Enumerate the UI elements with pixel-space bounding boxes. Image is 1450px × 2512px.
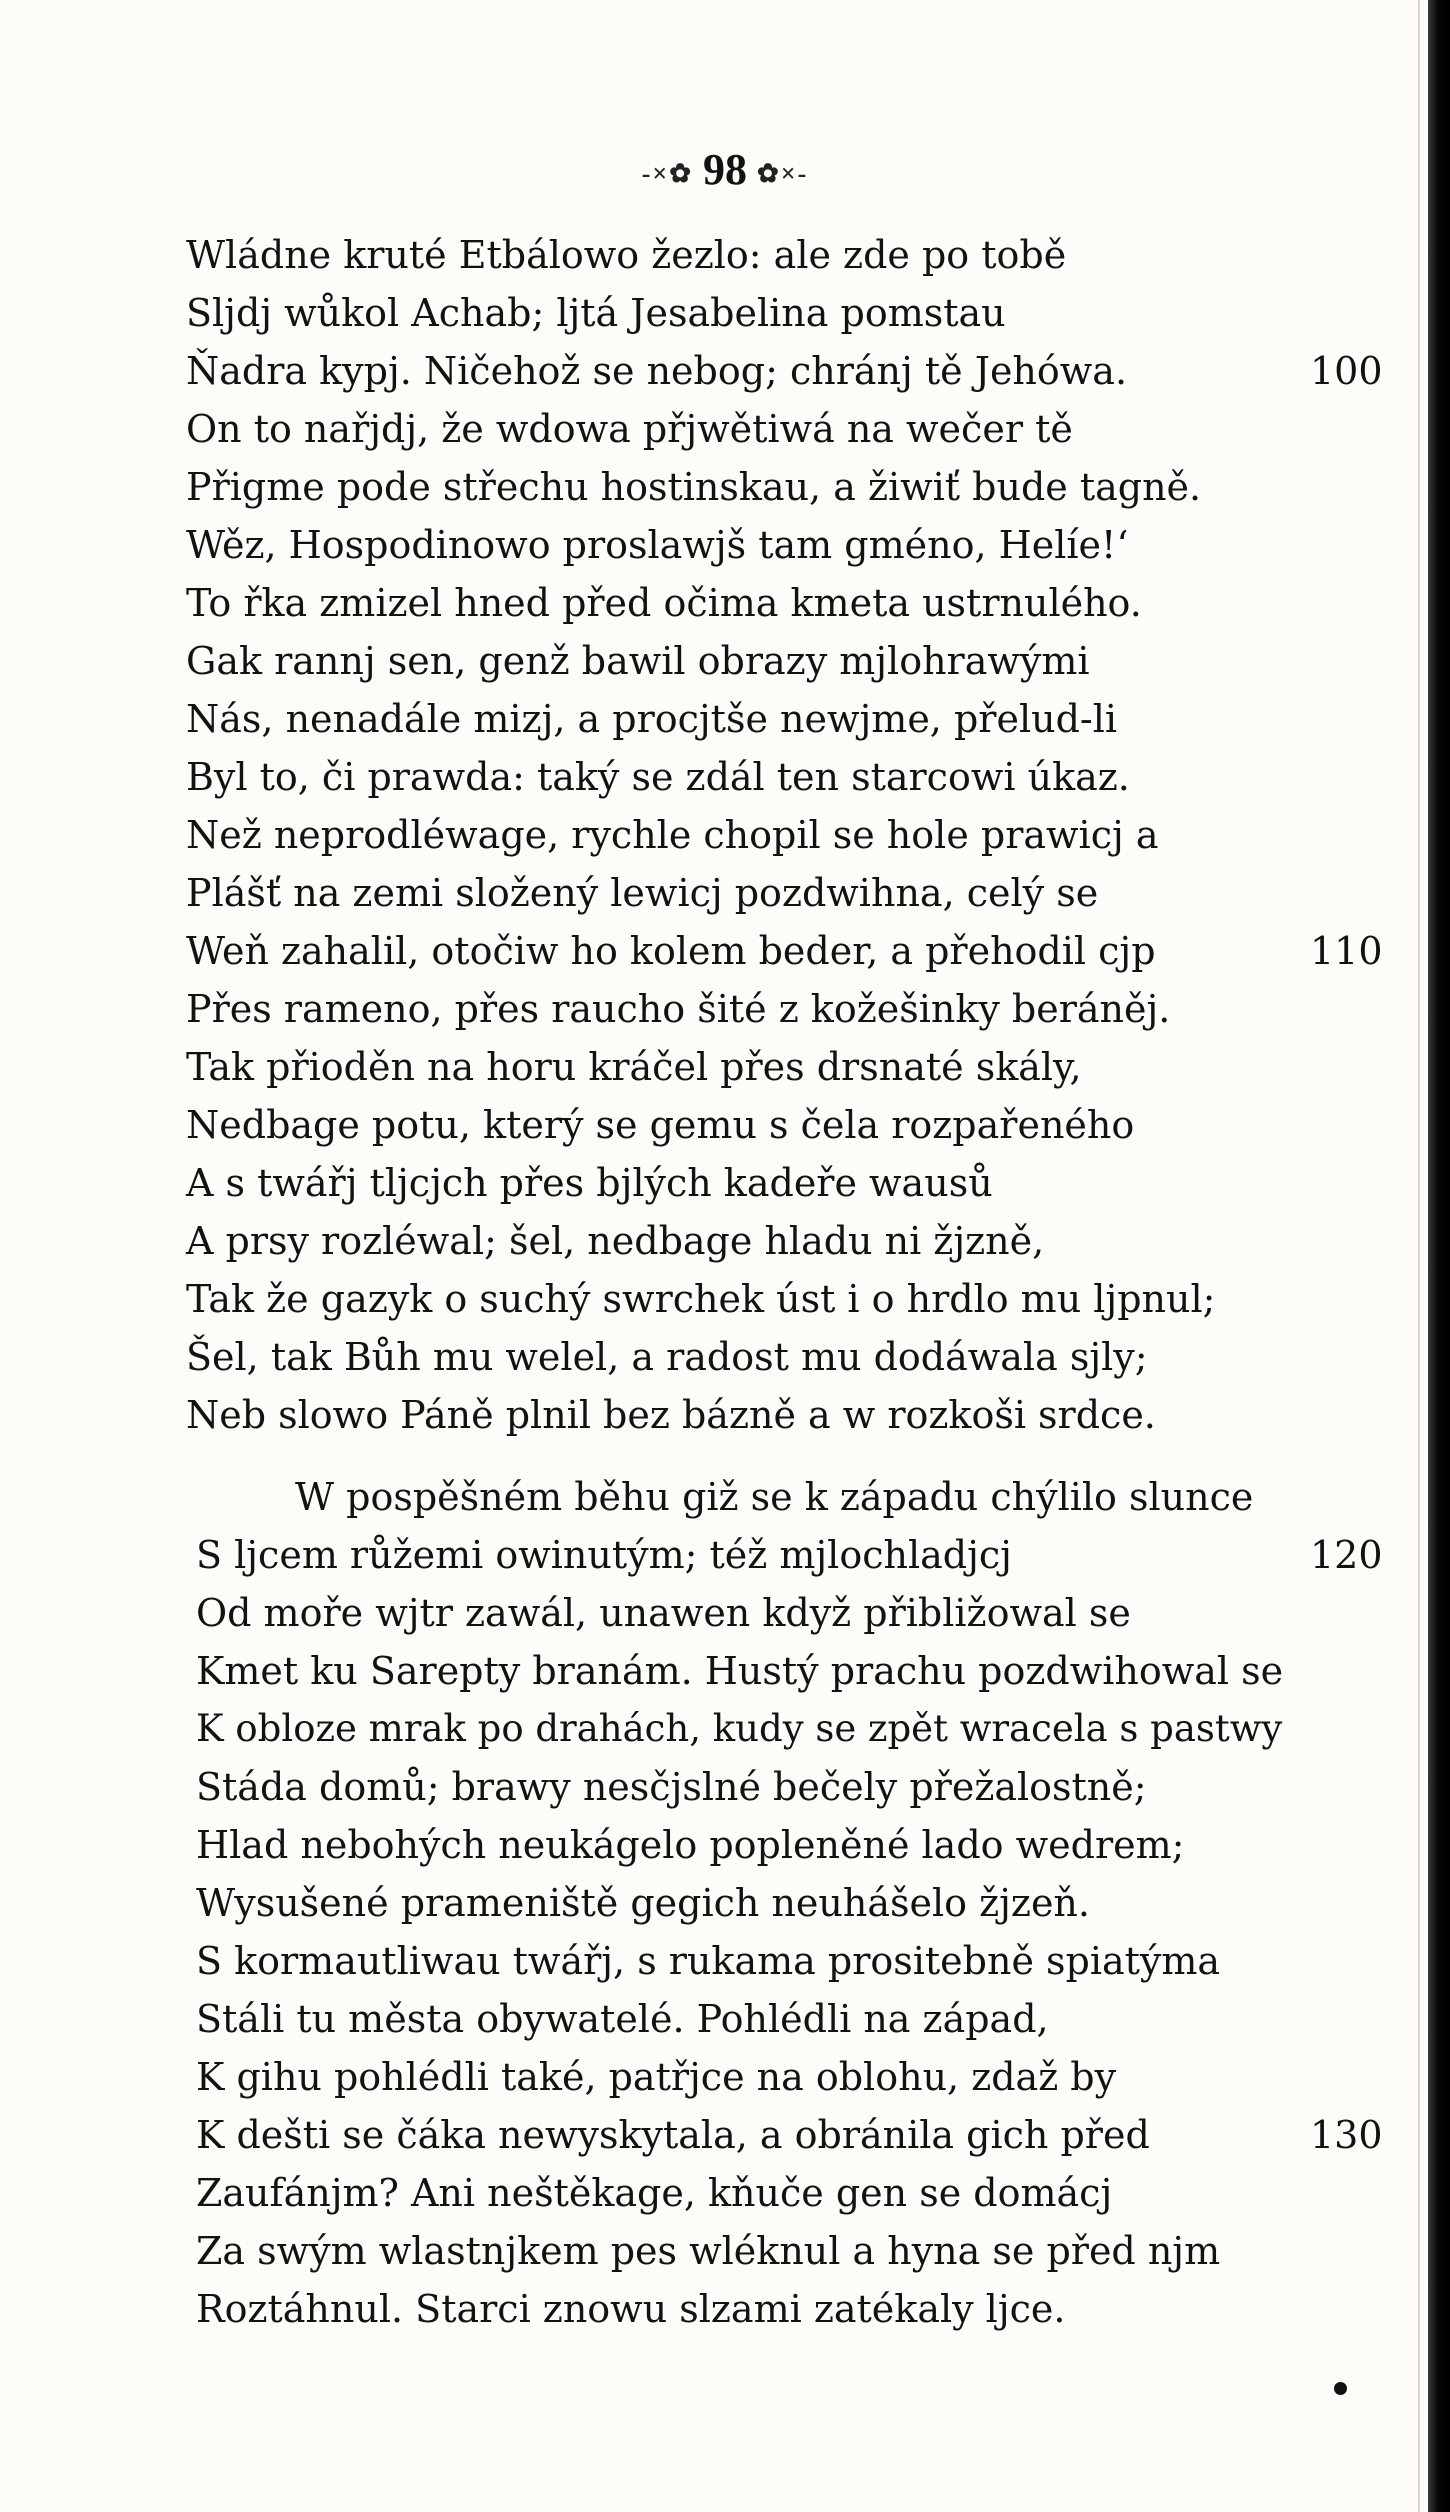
verse-text: To řka zmizel hned před očima kmeta ustrnulého. [186, 581, 1142, 625]
verse-text: Stáli tu města obywatelé. Pohlédli na západ, [196, 1997, 1049, 2041]
verse-line [0, 1874, 1450, 1932]
verse-text: Weň zahalil, otočiw ho kolem beder, a přehodil cjp [186, 929, 1156, 973]
verse-line [0, 1990, 1450, 2048]
verse-text: Přes rameno, přes raucho šité z kožešinky beráněj. [186, 987, 1171, 1031]
verse-line [0, 2048, 1450, 2106]
verse-text: S ljcem růžemi owinutým; též mjlochladjcj [196, 1533, 1012, 1577]
verse-line [0, 1212, 1450, 1270]
verse-text: K gihu pohlédli také, patřjce na oblohu, zdaž by [196, 2055, 1117, 2099]
verse-line [0, 1932, 1450, 1990]
verse-line [0, 1584, 1450, 1642]
verse-line [0, 2222, 1450, 2280]
verse-line [0, 1758, 1450, 1816]
verse-line [0, 690, 1450, 748]
verse-line [0, 1700, 1450, 1758]
verse-line [0, 1154, 1450, 1212]
verse-line [0, 1038, 1450, 1096]
verse-line [0, 1816, 1450, 1874]
verse-line [0, 1468, 1450, 1526]
verse-line [0, 1386, 1450, 1444]
verse-line [0, 748, 1450, 806]
verse-line [0, 1642, 1450, 1700]
verse-text: Hlad nebohých neukágelo popleněné lado wedrem; [196, 1823, 1185, 1867]
verse-text: Gak rannj sen, genž bawil obrazy mjlohrawými [186, 639, 1090, 683]
line-number: 100 [1310, 349, 1383, 393]
verse-line [0, 922, 1450, 980]
ornament-left: -×✿ [641, 158, 693, 188]
verse-text: Ňadra kypj. Ničehož se nebog; chránj tě Jehówa. [186, 349, 1128, 393]
verse-text: Sljdj wůkol Achab; ljtá Jesabelina pomstau [186, 291, 1006, 335]
verse-line [0, 2164, 1450, 2222]
verse-line [0, 342, 1450, 400]
stanza-1 [0, 226, 1450, 1444]
verse-text: Než neprodléwage, rychle chopil se hole prawicj a [186, 813, 1159, 857]
verse-text: K obloze mrak po drahách, kudy se zpět wracela s pastwy [196, 1707, 1283, 1750]
verse-text: Přigme pode střechu hostinskau, a žiwiť bude tagně. [186, 465, 1202, 509]
verse-text: S kormautliwau twářj, s rukama prositebně spiatýma [196, 1939, 1221, 1983]
line-number: 120 [1310, 1533, 1383, 1577]
verse-line [0, 458, 1450, 516]
verse-line [0, 980, 1450, 1038]
verse-text: Byl to, či prawda: taký se zdál ten starcowi úkaz. [186, 755, 1130, 799]
verse-line [0, 516, 1450, 574]
line-number: 110 [1310, 929, 1383, 973]
verse-text: W pospěšném běhu giž se k západu chýlilo slunce [295, 1475, 1254, 1519]
verse-text: Nás, nenadále mizj, a procjtše newjme, přelud-li [186, 697, 1118, 741]
ink-dot [1334, 2382, 1347, 2395]
verse-line [0, 2106, 1450, 2164]
verse-text: Roztáhnul. Starci znowu slzami zatékaly ljce. [196, 2287, 1066, 2331]
page-number: 98 [703, 145, 747, 194]
verse-text: Kmet ku Sarepty branám. Hustý prachu pozdwihowal se [196, 1649, 1284, 1693]
verse-text: On to nařjdj, že wdowa přjwětiwá na wečer tě [186, 407, 1073, 451]
verse-text: Neb slowo Páně plnil bez bázně a w rozkoši srdce. [186, 1393, 1156, 1437]
verse-line [0, 400, 1450, 458]
verse-text: Stáda domů; brawy nesčjslné bečely přežalostně; [196, 1765, 1147, 1809]
verse-text: Wěz, Hospodinowo proslawjš tam gméno, Helíe!‘ [186, 523, 1129, 567]
verse-line [0, 1270, 1450, 1328]
verse-text: Wysušené prameniště gegich neuhášelo žjzeň. [196, 1881, 1090, 1925]
verse-text: Tak přioděn na horu kráčel přes drsnaté skály, [186, 1045, 1082, 1089]
verse-text: Nedbage potu, který se gemu s čela rozpařeného [186, 1103, 1135, 1147]
verse-text: Zaufánjm? Ani neštěkage, kňuče gen se domácj [196, 2171, 1113, 2215]
line-number: 130 [1310, 2113, 1383, 2157]
verse-text: K dešti se čáka newyskytala, a obránila gich před [196, 2113, 1150, 2157]
verse-line [0, 284, 1450, 342]
verse-line [0, 1096, 1450, 1154]
verse-line [0, 2280, 1450, 2338]
verse-text: A s twářj tljcjch přes bjlých kadeře wausů [186, 1161, 993, 1205]
verse-line [0, 574, 1450, 632]
verse-line [0, 226, 1450, 284]
verse-text: Tak že gazyk o suchý swrchek úst i o hrdlo mu ljpnul; [186, 1277, 1216, 1321]
verse-line [0, 1328, 1450, 1386]
verse-line [0, 806, 1450, 864]
verse-line [0, 632, 1450, 690]
verse-line [0, 864, 1450, 922]
stanza-2 [0, 1468, 1450, 2338]
verse-text: Plášť na zemi složený lewicj pozdwihna, celý se [186, 871, 1099, 915]
verse-text: Od moře wjtr zawál, unawen když přibližowal se [196, 1591, 1131, 1635]
verse-line [0, 1526, 1450, 1584]
page-header [0, 140, 1450, 200]
ornament-right: ✿×- [757, 158, 809, 188]
verse-text: Šel, tak Bůh mu welel, a radost mu dodáwala sjly; [186, 1335, 1148, 1379]
verse-text: A prsy rozléwal; šel, nedbage hladu ni žjzně, [186, 1219, 1045, 1263]
verse-text: Wládne kruté Etbálowo žezlo: ale zde po tobě [186, 233, 1067, 277]
verse-text: Za swým wlastnjkem pes wléknul a hyna se před njm [196, 2229, 1221, 2273]
